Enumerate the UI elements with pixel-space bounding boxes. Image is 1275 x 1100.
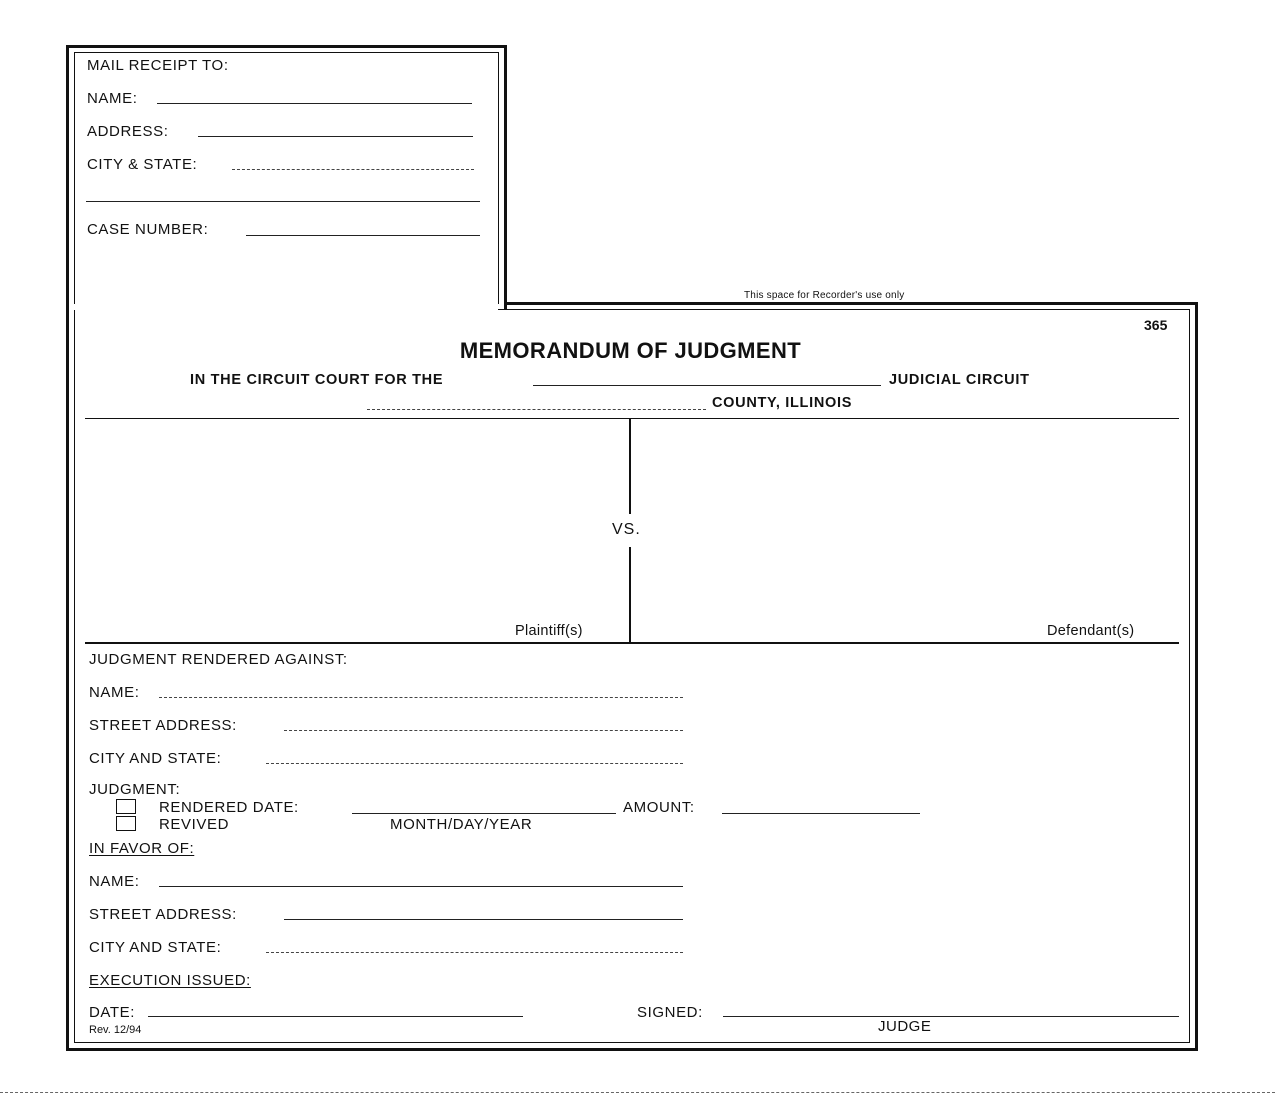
judge-signature-field[interactable] xyxy=(723,1016,1179,1017)
county-line-suffix: COUNTY, ILLINOIS xyxy=(712,395,853,411)
date-format-hint: MONTH/DAY/YEAR xyxy=(390,816,533,833)
favor-name-label: NAME: xyxy=(89,873,140,890)
plaintiff-field[interactable] xyxy=(86,425,626,620)
favor-name-field[interactable] xyxy=(159,886,683,887)
favor-city-state-field[interactable] xyxy=(266,952,683,953)
mail-city-state-field[interactable] xyxy=(232,169,474,170)
case-number-field[interactable] xyxy=(246,235,480,236)
mail-address-field[interactable] xyxy=(198,136,473,137)
favor-street-label: STREET ADDRESS: xyxy=(89,906,237,923)
versus-label: VS. xyxy=(612,521,641,538)
revision-label: Rev. 12/94 xyxy=(89,1024,142,1036)
signed-label: SIGNED: xyxy=(637,1004,703,1021)
against-street-field[interactable] xyxy=(284,730,683,731)
plaintiff-label: Plaintiff(s) xyxy=(515,623,583,639)
caption-top-rule xyxy=(85,418,1179,419)
judgment-date-field[interactable] xyxy=(352,813,616,814)
caption-bottom-rule xyxy=(85,642,1179,644)
rendered-label: RENDERED DATE: xyxy=(159,799,299,816)
form-body-inner-border xyxy=(74,310,1190,1043)
mail-extra-line-field[interactable] xyxy=(86,201,480,202)
mail-name-label: NAME: xyxy=(87,90,138,107)
against-city-state-label: CITY AND STATE: xyxy=(89,750,222,767)
form-number: 365 xyxy=(1144,317,1168,333)
against-city-state-field[interactable] xyxy=(266,763,683,764)
recorder-use-note: This space for Recorder's use only xyxy=(744,290,905,301)
court-line-prefix: IN THE CIRCUIT COURT FOR THE xyxy=(190,372,444,388)
mail-receipt-heading: MAIL RECEIPT TO: xyxy=(87,57,229,74)
against-street-label: STREET ADDRESS: xyxy=(89,717,237,734)
against-name-field[interactable] xyxy=(159,697,683,698)
mail-address-label: ADDRESS: xyxy=(87,123,169,140)
judgment-against-heading: JUDGMENT RENDERED AGAINST: xyxy=(89,651,348,668)
favor-city-state-label: CITY AND STATE: xyxy=(89,939,222,956)
mail-receipt-box-inner-border xyxy=(74,52,499,304)
amount-field[interactable] xyxy=(722,813,920,814)
case-number-label: CASE NUMBER: xyxy=(87,221,209,238)
page-edge-rule xyxy=(0,1092,1275,1093)
judgment-heading: JUDGMENT: xyxy=(89,781,181,798)
county-field[interactable] xyxy=(367,409,706,410)
favor-street-field[interactable] xyxy=(284,919,683,920)
defendant-field[interactable] xyxy=(635,425,1175,620)
amount-label: AMOUNT: xyxy=(623,799,695,816)
execution-issued-heading: EXECUTION ISSUED: xyxy=(89,972,251,989)
rendered-checkbox[interactable] xyxy=(116,799,136,814)
caption-divider-upper xyxy=(629,418,631,514)
document-title: MEMORANDUM OF JUDGMENT xyxy=(459,338,802,363)
mail-name-field[interactable] xyxy=(157,103,472,104)
revived-checkbox[interactable] xyxy=(116,816,136,831)
defendant-label: Defendant(s) xyxy=(1047,623,1135,639)
judge-title-label: JUDGE xyxy=(878,1018,932,1035)
mail-city-state-label: CITY & STATE: xyxy=(87,156,198,173)
caption-divider-lower xyxy=(629,547,631,643)
revived-label: REVIVED xyxy=(159,816,230,833)
against-name-label: NAME: xyxy=(89,684,140,701)
judicial-circuit-field[interactable] xyxy=(533,385,881,386)
court-line-suffix: JUDICIAL CIRCUIT xyxy=(889,372,1030,388)
execution-date-field[interactable] xyxy=(148,1016,523,1017)
execution-date-label: DATE: xyxy=(89,1004,136,1021)
in-favor-of-heading: IN FAVOR OF: xyxy=(89,840,195,857)
